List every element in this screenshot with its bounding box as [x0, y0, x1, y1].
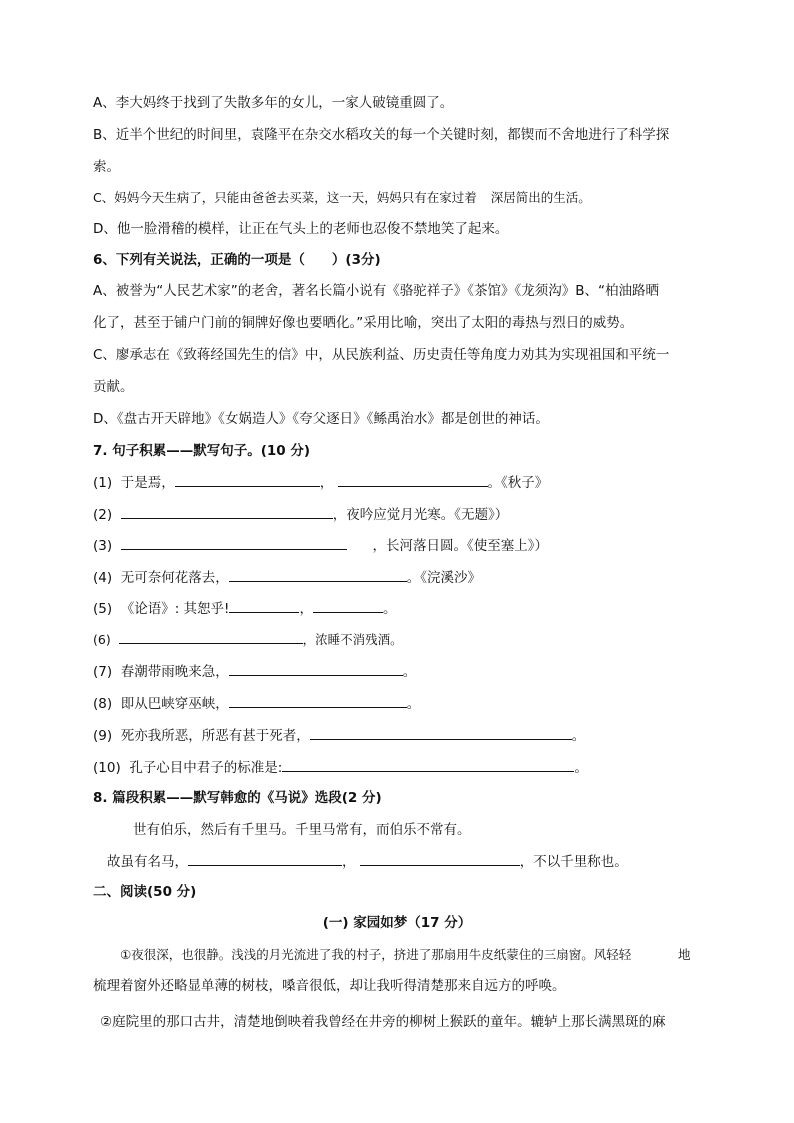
- q6-option-c-cont: 贡献。: [93, 379, 134, 395]
- item-separator: ，: [319, 475, 334, 491]
- answer-blank[interactable]: [313, 598, 383, 613]
- item-prompt: 死亦我所恶，所恶有甚于死者，: [120, 728, 310, 744]
- q7-item-4: [93, 567, 481, 588]
- passage-paragraph-2: ②庭院里的那口古井，清楚地倒映着我曾经在井旁的柳树上猴跃的童年。辘轳上那长满黑斑的麻: [100, 1014, 666, 1030]
- q6-option-c: C、廖承志在《致蒋经国先生的信》中，从民族利益、历史责任等角度力劝其为实现祖国和平统一: [93, 347, 670, 363]
- q7-item-5: [93, 598, 396, 619]
- answer-blank[interactable]: [119, 629, 303, 644]
- item-prompt: 于是焉，: [120, 475, 175, 491]
- item-number: (10): [93, 760, 121, 776]
- item-source: 。: [402, 664, 417, 680]
- item-source: 。: [406, 696, 421, 712]
- q7-title: 7. 句子积累——默写句子。(10 分): [93, 443, 311, 459]
- q5-option-b-cont: 索。: [93, 159, 120, 175]
- item-source: ，长河落日圆。《使至塞上》）: [372, 538, 548, 554]
- q5-option-c-part2: 深居简出的生活。: [490, 190, 591, 205]
- q6-option-a: A、被誉为“人民艺术家”的老舍，著名长篇小说有《骆驼祥子》《茶馆》《龙须沟》B、“柏油路晒: [93, 283, 659, 299]
- item-prompt: 春潮带雨晚来急，: [120, 664, 229, 680]
- q7-item-6: [93, 629, 403, 650]
- item-number: (7): [93, 664, 113, 680]
- item-number: (2): [93, 507, 113, 523]
- answer-blank[interactable]: [229, 693, 407, 708]
- item-prompt: 《论语》: 其恕乎!: [120, 601, 230, 617]
- item-number: (6): [93, 632, 111, 647]
- item-number: (4): [93, 570, 113, 586]
- item-number: (3): [93, 538, 113, 554]
- answer-blank[interactable]: [360, 851, 520, 866]
- section-heading: 二、阅读(50 分): [93, 884, 197, 900]
- answer-blank[interactable]: [121, 504, 333, 519]
- item-number: (9): [93, 728, 113, 744]
- answer-blank[interactable]: [188, 851, 342, 866]
- item-source: 。《秋子》: [487, 475, 549, 491]
- answer-blank[interactable]: [229, 567, 407, 582]
- q5-option-c: [93, 188, 591, 208]
- answer-blank[interactable]: [310, 725, 572, 740]
- q7-item-8: [93, 693, 420, 714]
- item-source: 。: [574, 760, 588, 776]
- item-number: (5): [93, 601, 113, 617]
- item-source: 。: [571, 728, 586, 744]
- item-source: 。《浣溪沙》: [406, 570, 481, 586]
- q7-item-2: [93, 504, 508, 525]
- answer-blank[interactable]: [282, 757, 574, 772]
- passage-paragraph-1-tail: 地: [678, 947, 691, 962]
- q7-item-3: [93, 535, 548, 556]
- q6-title: 6、下列有关说法，正确的一项是（ ）(3分): [93, 252, 381, 268]
- q6-option-a-cont: 化了，甚至于铺户门前的铜牌好像也要晒化。”采用比喻，突出了太阳的毒热与烈日的威势。: [93, 315, 634, 331]
- q7-item-1: [93, 472, 548, 493]
- answer-blank[interactable]: [338, 472, 488, 487]
- item-source: ，不以千里称也。: [519, 854, 628, 870]
- item-prompt: 故虽有名马，: [107, 854, 188, 870]
- answer-blank[interactable]: [229, 598, 299, 613]
- answer-blank[interactable]: [229, 661, 403, 676]
- q5-option-d: D、他一脸滑稽的模样，让正在气头上的老师也忍俊不禁地笑了起来。: [93, 221, 509, 237]
- q7-item-7: [93, 661, 416, 682]
- passage-paragraph-1: ①夜很深，也很静。浅浅的月光流进了我的村子，挤进了那扇用牛皮纸蒙住的三扇窗。风轻轻: [120, 947, 632, 962]
- item-separator: ，: [299, 601, 313, 617]
- passage-title: (一) 家园如梦（17 分）: [322, 915, 472, 931]
- q5-option-c-part1: C、妈妈今天生病了，只能由爸爸去买菜，这一天，妈妈只有在家过着: [93, 190, 477, 205]
- item-source: ，浓睡不消残酒。: [302, 632, 403, 647]
- q8-passage-line2: [107, 851, 628, 872]
- item-prompt: 即从巴峡穿巫峡，: [120, 696, 229, 712]
- q8-title: 8. 篇段积累——默写韩愈的《马说》选段(2 分): [93, 790, 382, 806]
- item-prompt: 孔子心目中君子的标准是:: [129, 760, 283, 776]
- q8-passage-line1: 世有伯乐，然后有千里马。千里马常有，而伯乐不常有。: [133, 822, 471, 838]
- item-number: (1): [93, 475, 113, 491]
- q7-item-10: [93, 757, 588, 778]
- q5-option-a: A、李大妈终于找到了失散多年的女儿，一家人破镜重圆了。: [93, 95, 454, 111]
- item-prompt: 无可奈何花落去，: [120, 570, 229, 586]
- answer-blank[interactable]: [175, 472, 320, 487]
- item-separator: ，: [342, 854, 356, 870]
- item-source: ，夜吟应觉月光寒。《无题》）: [332, 507, 509, 523]
- q5-option-b: B、近半个世纪的时间里，袁隆平在杂交水稻攻关的每一个关键时刻，都锲而不舍地进行了科学探: [93, 127, 670, 143]
- item-number: (8): [93, 696, 113, 712]
- passage-paragraph-1-cont: 梳理着窗外还略显单薄的树枝，嗓音很低，却让我听得清楚那来自远方的呼唤。: [93, 978, 566, 994]
- answer-blank[interactable]: [121, 535, 347, 550]
- q7-item-9: [93, 725, 585, 746]
- item-source: 。: [382, 601, 397, 617]
- q6-option-d: D、《盘古开天辟地》《女娲造人》《夸父逐日》《鲧禹治水》都是创世的神话。: [93, 411, 549, 427]
